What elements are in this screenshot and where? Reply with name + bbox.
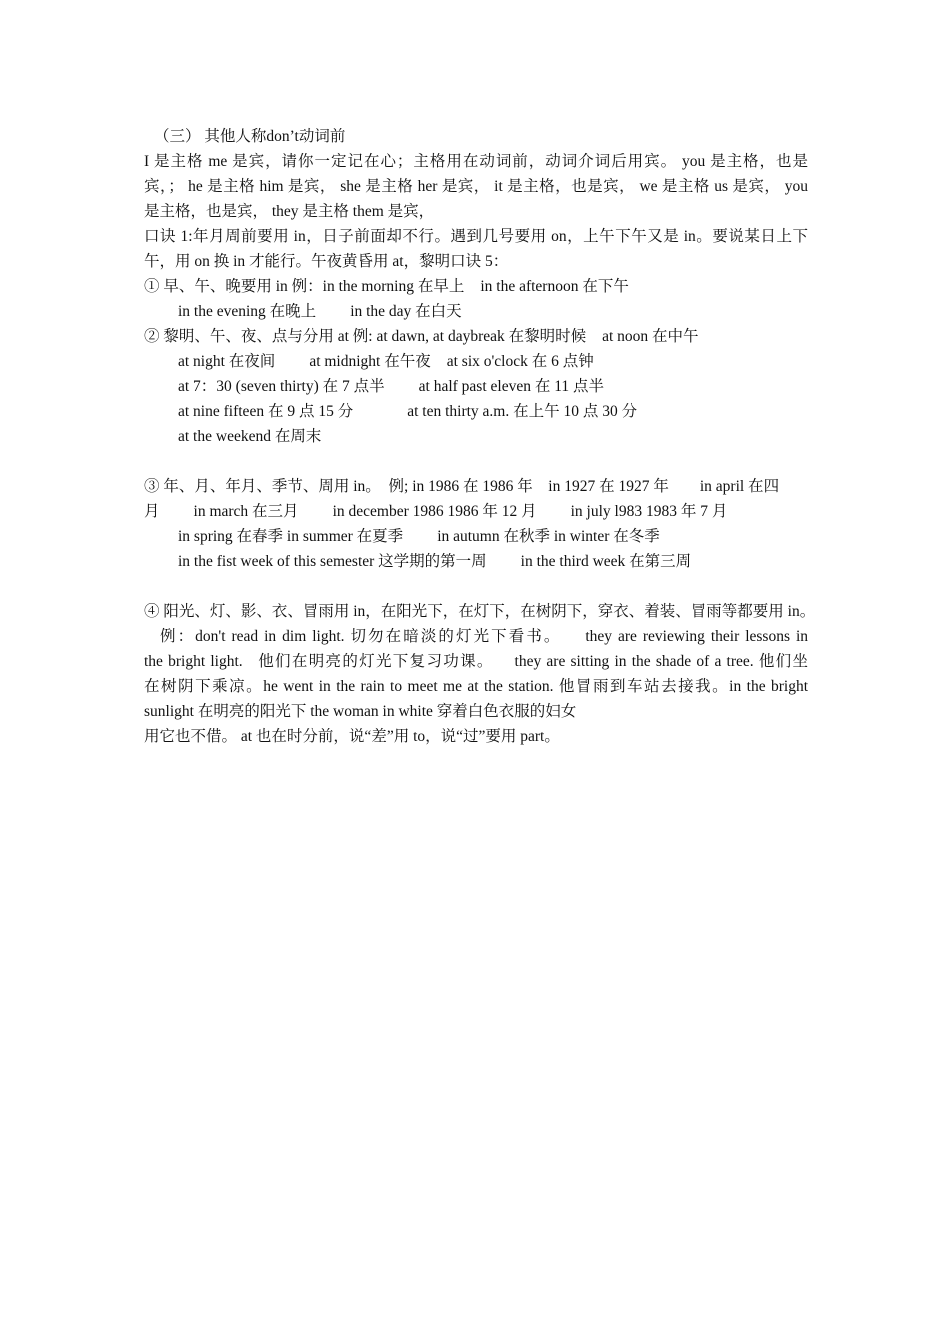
rule-1-text: in the afternoon 在下午 <box>480 278 629 295</box>
rule-3-text: in the third week 在第三周 <box>520 553 692 570</box>
closing-line: 用它也不借。 at 也在时分前，说“差”用 to，说“过”要用 part。 <box>144 728 560 745</box>
document-body <box>144 124 816 749</box>
section-heading: （三） 其他人称don’t动词前 <box>154 128 346 145</box>
rule-2-text: at half past eleven 在 11 点半 <box>418 378 605 395</box>
rhyme-line: 午，用 on 换 in 才能行。午夜黄昏用 at，黎明口诀 5： <box>144 253 509 270</box>
rule-3-line <box>144 499 808 524</box>
rule-2-text: at nine fifteen 在 9 点 15 分 <box>178 403 354 420</box>
rhyme-line: 口诀 1:年月周前要用 in，日子前面却不行。遇到几号要用 on，上午下午又是 in。要说某日上下 <box>144 228 808 245</box>
rule-1-line <box>144 299 808 324</box>
rule-2-text: at midnight 在午夜 <box>309 353 431 370</box>
rule-3-text: in autumn 在秋季 in winter 在冬季 <box>437 528 660 545</box>
pronoun-paragraph-line: 宾，； he 是主格 him 是宾， she 是主格 her 是宾， it 是主格，也是宾， we 是主格 us 是宾， you <box>144 178 808 195</box>
rule-2-line <box>144 399 808 424</box>
blank-line <box>144 574 808 599</box>
rule-3-line: ③ 年、月、年月、季节、周用 in。 例; in 1986 在 1986 年 in 1927 在 1927 年 in april 在四 <box>144 478 780 495</box>
rule-4-line: ④ 阳光、灯、影、衣、冒雨用 in，在阳光下，在灯下，在树阴下，穿衣、着装、冒雨等都要用 in。 <box>144 603 816 620</box>
rule-2-line <box>144 324 808 349</box>
rule-2-text: ② 黎明、午、夜、点与分用 at 例: at dawn, at daybreak 在黎明时候 <box>144 328 587 345</box>
rule-1-text: ① 早、午、晚要用 in 例：in the morning 在早上 <box>144 278 465 295</box>
rule-3-text: in spring 在春季 in summer 在夏季 <box>178 528 404 545</box>
rule-1-text: in the evening 在晚上 <box>178 303 317 320</box>
rule-4-line: sunlight 在明亮的阳光下 the woman in white 穿着白色衣服的妇女 <box>144 703 577 720</box>
rule-3-text: in july l983 1983 年 7 月 <box>570 503 728 520</box>
rule-1-line <box>144 274 808 299</box>
rule-1-text: in the day 在白天 <box>350 303 462 320</box>
rule-4-line: 在树阴下乘凉。he went in the rain to meet me at the station. 他冒雨到车站去接我。in the bright <box>144 678 808 695</box>
pronoun-paragraph-line: I 是主格 me 是宾，请你一定记在心；主格用在动词前，动词介词后用宾。 you 是主格，也是 <box>144 153 808 170</box>
rule-3-line <box>144 549 808 574</box>
rule-2-text: at ten thirty a.m. 在上午 10 点 30 分 <box>407 403 638 420</box>
rule-3-text: 月 <box>144 503 160 520</box>
pronoun-paragraph-line: 是主格，也是宾， they 是主格 them 是宾， <box>144 203 435 220</box>
rule-2-line <box>144 374 808 399</box>
rule-2-line: at the weekend 在周末 <box>178 428 322 445</box>
rule-3-text: in december 1986 1986 年 12 月 <box>332 503 537 520</box>
rule-3-line <box>144 524 808 549</box>
rule-3-text: in march 在三月 <box>193 503 299 520</box>
rule-2-line <box>144 349 808 374</box>
rule-2-text: at 7：30 (seven thirty) 在 7 点半 <box>178 378 385 395</box>
rule-2-text: at six o'clock 在 6 点钟 <box>446 353 594 370</box>
rule-4-line: the bright light. 他们在明亮的灯光下复习功课。 they are sitting in the shade of a tree. 他们坐 <box>144 653 808 670</box>
rule-3-text: in the fist week of this semester 这学期的第一周 <box>178 553 487 570</box>
rule-2-text: at noon 在中午 <box>602 328 699 345</box>
rule-2-text: at night 在夜间 <box>178 353 276 370</box>
blank-line <box>144 449 808 474</box>
rule-4-line: 例：don't read in dim light. 切勿在暗淡的灯光下看书。 they are reviewing their lessons in <box>160 628 808 645</box>
